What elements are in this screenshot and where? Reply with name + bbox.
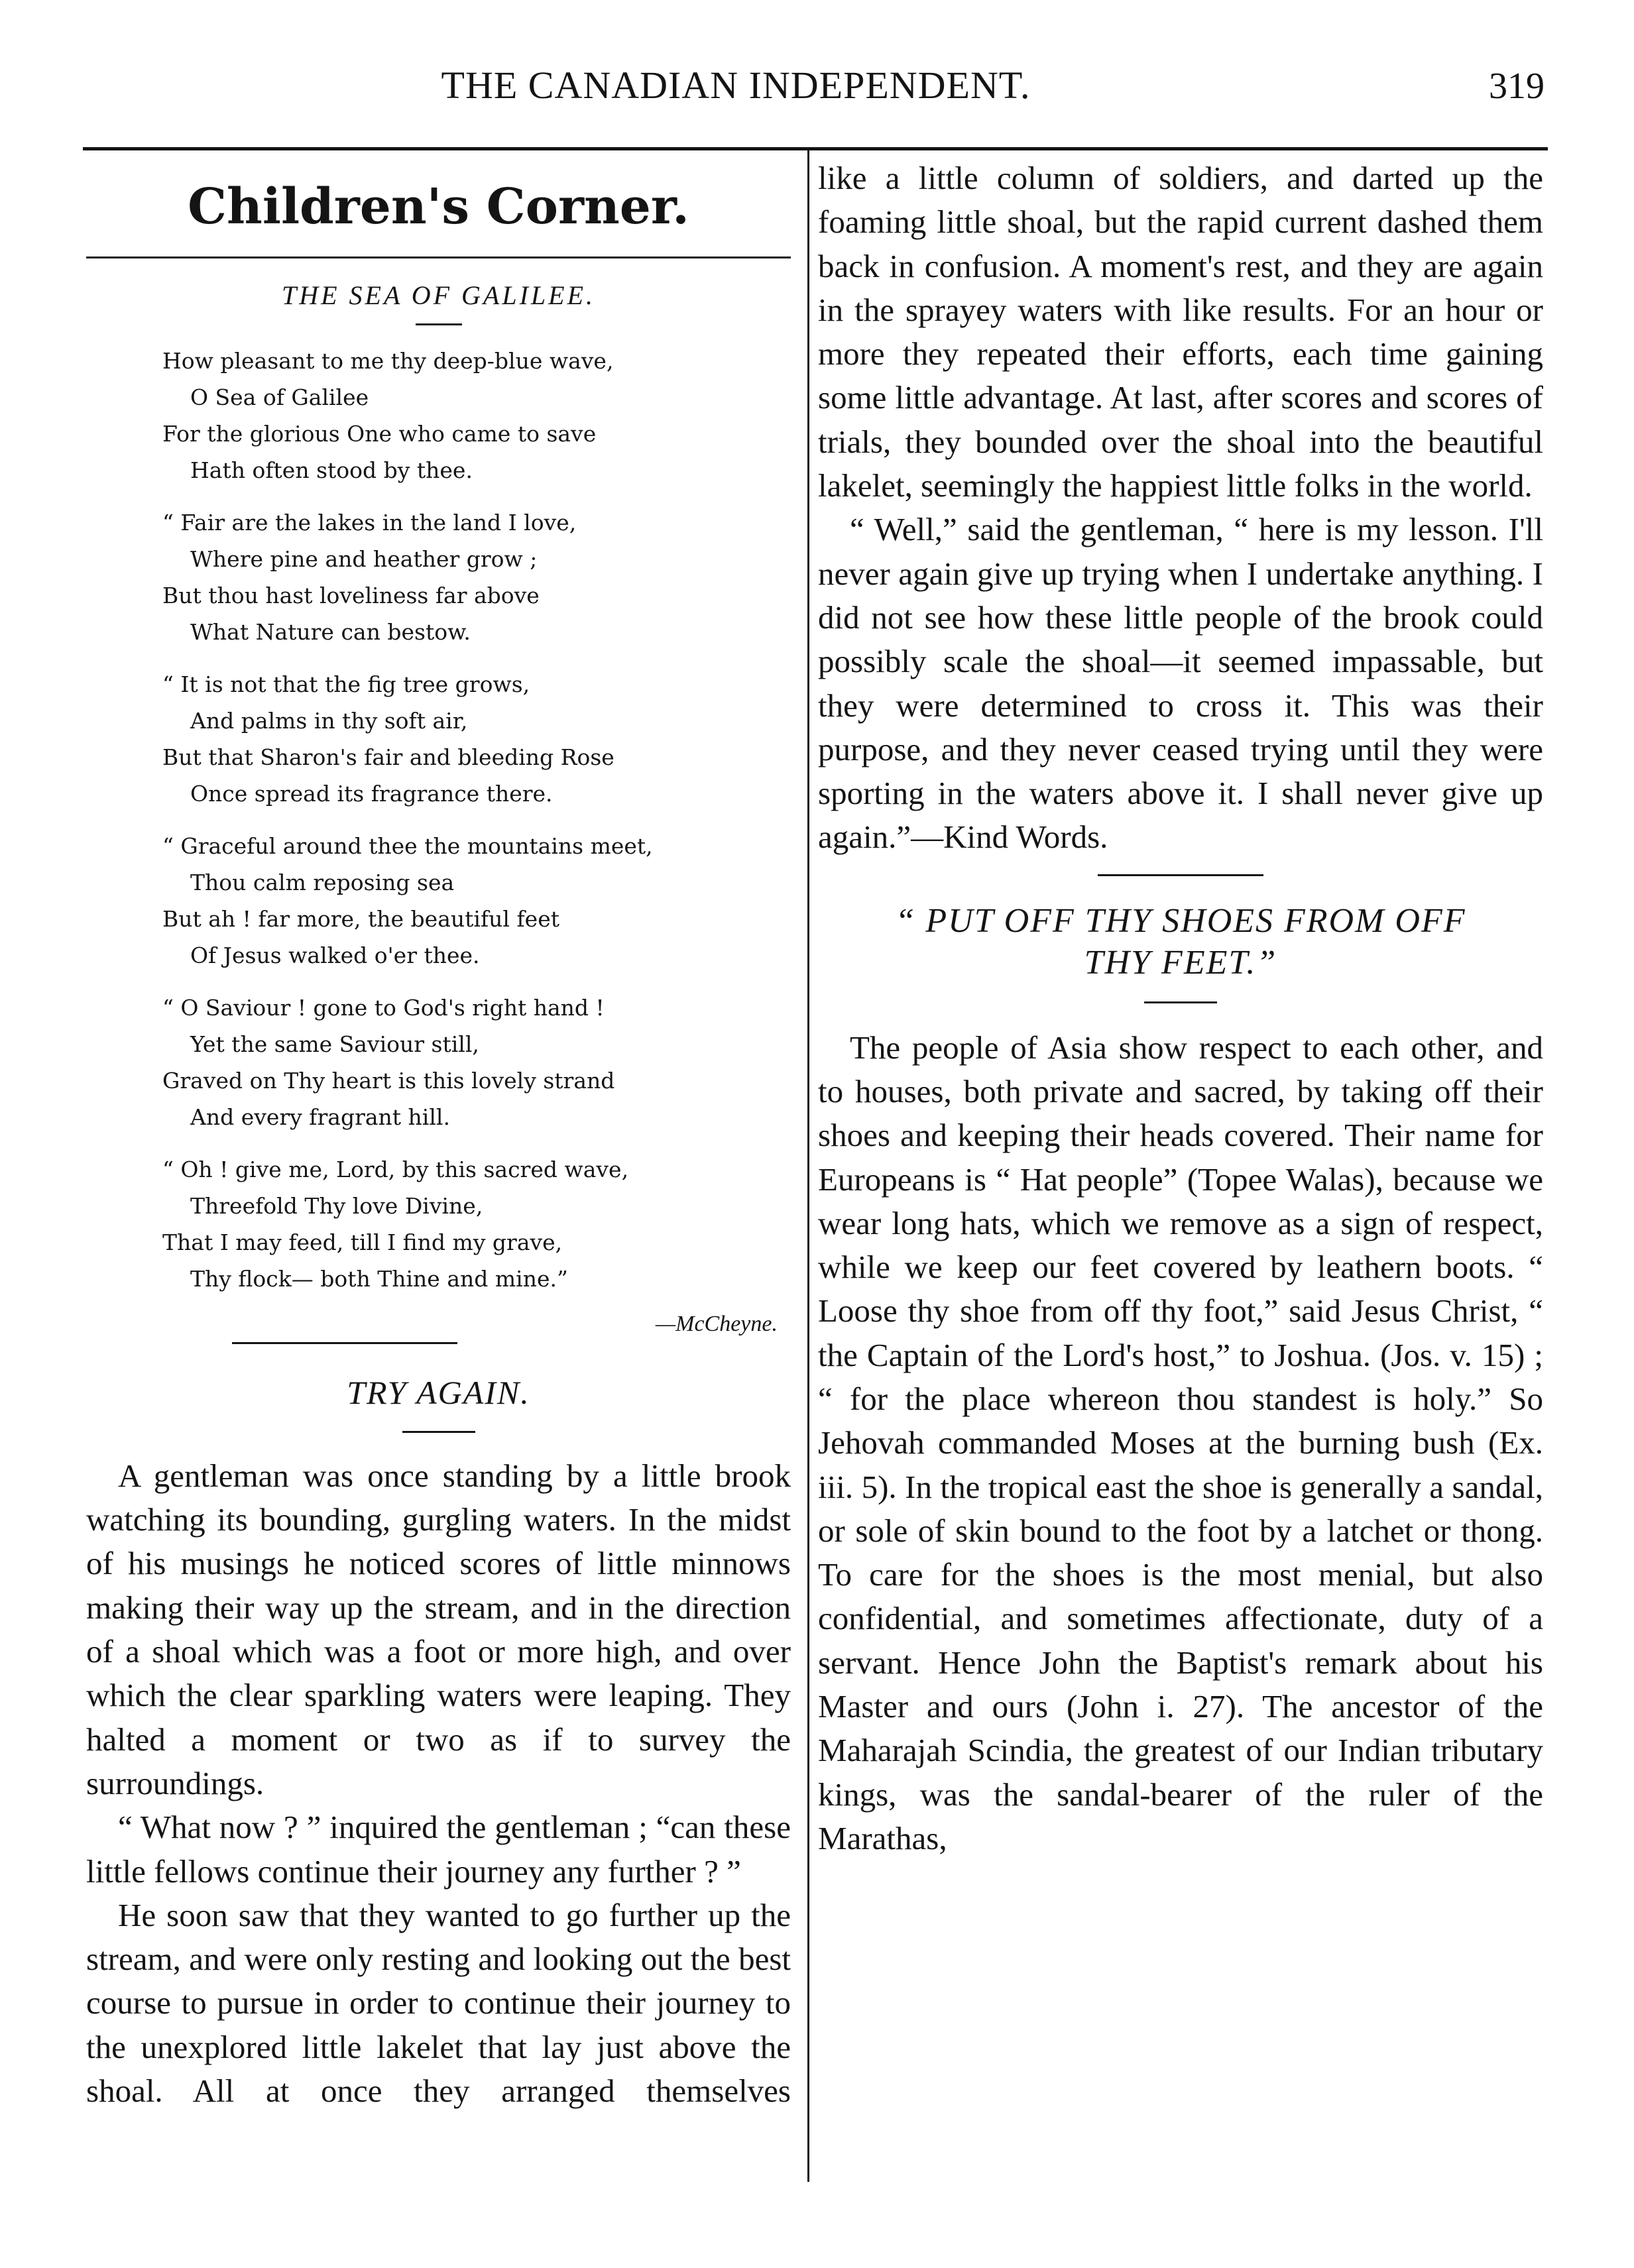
poem-line: “ Graceful around thee the mountains meet, (162, 833, 653, 860)
article-paragraph: like a little column of soldiers, and darted up the foaming little shoal, but the rapid current dashed them back in confusion. A moment's rest, and they are again in the sprayey waters with like results. For an hour or more they repeated their efforts, each time gaining some little advantage. At last, after scores and scores of trials, they bounded over the shoal into the beautiful lakelet, seemingly the happiest little folks in the world. (818, 160, 1543, 504)
poem-line: Graved on Thy heart is this lovely strand (162, 1068, 615, 1094)
article-paragraph: A gentleman was once standing by a little brook watching its bounding, gurgling waters. In the midst of his musings he noticed scores of little minnows making their way up the stream, and in the direction of a shoal which was a foot or more high, and over which the clear sparkling waters were leaping. They halted a moment or two as if to survey the surroundings. (86, 1457, 791, 1801)
poem-line: Thou calm reposing sea (190, 870, 455, 896)
column-divider (807, 147, 809, 2182)
poem-line: “ Oh ! give me, Lord, by this sacred wave, (162, 1157, 629, 1183)
poem-line: What Nature can bestow. (190, 619, 471, 646)
poem-line: How pleasant to me thy deep-blue wave, (162, 348, 614, 374)
poem-line: Threefold Thy love Divine, (190, 1193, 483, 1219)
article-title-line: THY FEET.” (1084, 944, 1277, 982)
article-title-rule (1144, 1001, 1217, 1003)
poem-line: That I may feed, till I find my grave, (162, 1229, 563, 1256)
poem (162, 343, 791, 1297)
poem-line: Of Jesus walked o'er thee. (190, 942, 480, 969)
heading-rule (86, 256, 791, 258)
poem-stanza (162, 504, 791, 650)
poem-stanza (162, 990, 791, 1135)
poem-line: Hath often stood by thee. (190, 457, 473, 484)
poem-line: But ah ! far more, the beautiful feet (162, 906, 559, 933)
right-column (818, 156, 1543, 1860)
poem-stanza (162, 1151, 791, 1297)
poem-line: For the glorious One who came to save (162, 421, 597, 447)
poem-line: “ It is not that the fig tree grows, (162, 671, 530, 698)
article-paragraph: “ What now ? ” inquired the gentleman ; “can these little fellows continue their journey any further ? ” (86, 1809, 791, 1890)
article-title-try-again: TRY AGAIN. (347, 1374, 530, 1412)
left-column (86, 156, 791, 2113)
poem-line: But that Sharon's fair and bleeding Rose (162, 744, 614, 771)
poem-attribution: —McCheyne. (655, 1312, 778, 1337)
poem-stanza (162, 666, 791, 812)
article-paragraph: He soon saw that they wanted to go further up the stream, and were only resting and looking out the best course to pursue in order to continue their journey to the unexplored little lakelet that lay just above the shoal. All at once they arranged themselves (86, 1896, 791, 2110)
poem-line: “ Fair are the lakes in the land I love, (162, 510, 577, 536)
article-title-line: “ PUT OFF THY SHOES FROM OFF (895, 901, 1466, 940)
page-number: 319 (1489, 66, 1545, 107)
section-heading-childrens-corner: Children's Corner. (188, 178, 689, 235)
poem-line: And palms in thy soft air, (190, 708, 468, 734)
poem-line: And every fragrant hill. (190, 1104, 450, 1131)
article-title-rule (402, 1431, 475, 1433)
poem-line: Yet the same Saviour still, (190, 1031, 479, 1058)
article-paragraph: “ Well,” said the gentleman, “ here is my lesson. I'll never again give up trying when I undertake anything. I did not see how these little people of the brook could possibly scale the shoal—it seemed impassable, but they were determined to cross it. This was their purpose, and they never ceased trying until they were sporting in the waters above it. I shall never give up again.”—Kind Words. (818, 511, 1543, 856)
poem-line: “ O Saviour ! gone to God's right hand ! (162, 995, 605, 1021)
poem-title: THE SEA OF GALILEE. (281, 280, 596, 311)
poem-title-rule (416, 323, 462, 325)
running-title: THE CANADIAN INDEPENDENT. (441, 64, 1031, 107)
section-rule (232, 1342, 457, 1344)
section-rule (1098, 874, 1263, 876)
article-paragraph: The people of Asia show respect to each other, and to houses, both private and sacred, by taking off their shoes and keeping their heads covered. Their name for Europeans is “ Hat people” (Topee Walas), because we wear long hats, which we remove as a sign of respect, while we keep our feet covered by leathern boots. “ Loose thy shoe from off thy foot,” said Jesus Christ, “ the Captain of the Lord's host,” to Joshua. (Jos. v. 15) ; “ for the place whereon thou standest is holy.” So Jehovah commanded Moses at the burning bush (Ex. iii. 5). In the tropical east the shoe is generally a sandal, or sole of skin bound to the foot by a latchet or thong. To care for the shoes is the most menial, but also confidential, and sometimes affectionate, duty of a servant. Hence John the Baptist's remark about his Master and ours (John i. 27). The ancestor of the Maharajah Scindia, the greatest of our Indian tributary kings, was the sandal-bearer of the ruler of the Marathas, (818, 1029, 1543, 1856)
header-rule (83, 147, 1548, 150)
poem-line: Once spread its fragrance there. (190, 781, 553, 807)
poem-stanza (162, 343, 791, 488)
poem-line: But thou hast loveliness far above (162, 583, 540, 609)
article-title-put-off-thy-shoes (818, 900, 1543, 984)
poem-line: O Sea of Galilee (190, 384, 369, 411)
poem-line: Where pine and heather grow ; (190, 546, 538, 573)
poem-stanza (162, 828, 791, 974)
poem-line: Thy flock— both Thine and mine.” (190, 1266, 568, 1292)
